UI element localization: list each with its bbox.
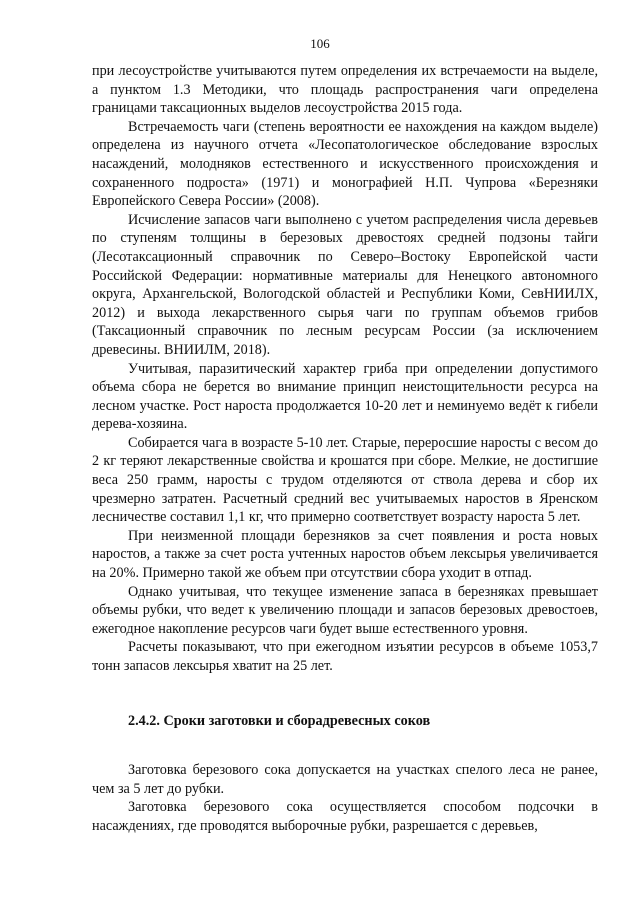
body-text bbox=[92, 62, 598, 676]
paragraph: При неизменной площади березняков за счет появления и роста новых наростов, а также за счет роста учтенных наростов объем лексырья увеличивается на 20%. Примерно такой же объем при отсутствии сбора уходит в отпад. bbox=[92, 527, 598, 582]
paragraph: Собирается чага в возрасте 5-10 лет. Старые, переросшие наросты с весом до 2 кг теряют лекарственные свойства и крошатся при сборе. Мелкие, не достигшие веса 250 грамм, наросты с трудом отделяются от ствола дерева и сбор их чрезмерно затратен. Расчетный средний вес учитываемых наростов в Яренском лесничестве составил 1,1 кг, что примерно соответствует возрасту нароста 5 лет. bbox=[92, 434, 598, 526]
paragraph: Заготовка березового сока допускается на участках спелого леса не ранее, чем за 5 лет до рубки. bbox=[92, 762, 598, 797]
paragraph: Заготовка березового сока осуществляется способом подсочки в насаждениях, где проводятся выборочные рубки, разрешается с деревьев, bbox=[92, 799, 598, 834]
paragraph: Учитывая, паразитический характер гриба при определении допустимого объема сбора не берется во внимание принцип неистощительности ресурса на лесном участке. Рост нароста продолжается 10-20 лет и неминуемо ведёт к гибели дерева-хозяина. bbox=[92, 360, 598, 433]
paragraph: при лесоустройстве учитываются путем определения их встречаемости на выделе, а пунктом 1.3 Методики, что площадь распространения чаги определена границами таксационных выделов лесоустройства 2015 года. bbox=[92, 63, 598, 117]
section-heading: 2.4.2. Сроки заготовки и сборадревесных соков bbox=[128, 713, 431, 729]
paragraph: Встречаемость чаги (степень вероятности ее нахождения на каждом выделе) определена из научного отчета «Лесопатологическое обследование взрослых насаждений, молодняков естественного и искусственного происхождения и сохраненного подроста» (1971) и монографией Н.П. Чупрова «Березняки Европейского Севера России» (2008). bbox=[92, 118, 598, 210]
paragraph: Исчисление запасов чаги выполнено с учетом распределения числа деревьев по ступеням толщины в березовых древостоях средней подзоны тайги (Лесотаксационный справочник по Северо–Востоку Европейской части Российской Федерации: нормативные материалы для Ненецкого автономного округа, Архангельской, Вологодской областей и Республики Коми, СевНИИЛХ, 2012) и выхода лекарственного сырья чаги по группам объемов грибов (Таксационный справочник по лесным ресурсам России (за исключением древесины. ВНИИЛМ, 2018). bbox=[92, 211, 598, 358]
paragraph: Однако учитывая, что текущее изменение запаса в березняках превышает объемы рубки, что ведет к увеличению площади и запасов березовых древостоев, ежегодное накопление ресурсов чаги будет выше естественного уровня. bbox=[92, 583, 598, 637]
section-body-text bbox=[92, 761, 598, 835]
page-number: 106 bbox=[310, 36, 330, 51]
paragraph: Расчеты показывают, что при ежегодном изъятии ресурсов в объеме 1053,7 тонн запасов лексырья хватит на 25 лет. bbox=[92, 639, 598, 674]
